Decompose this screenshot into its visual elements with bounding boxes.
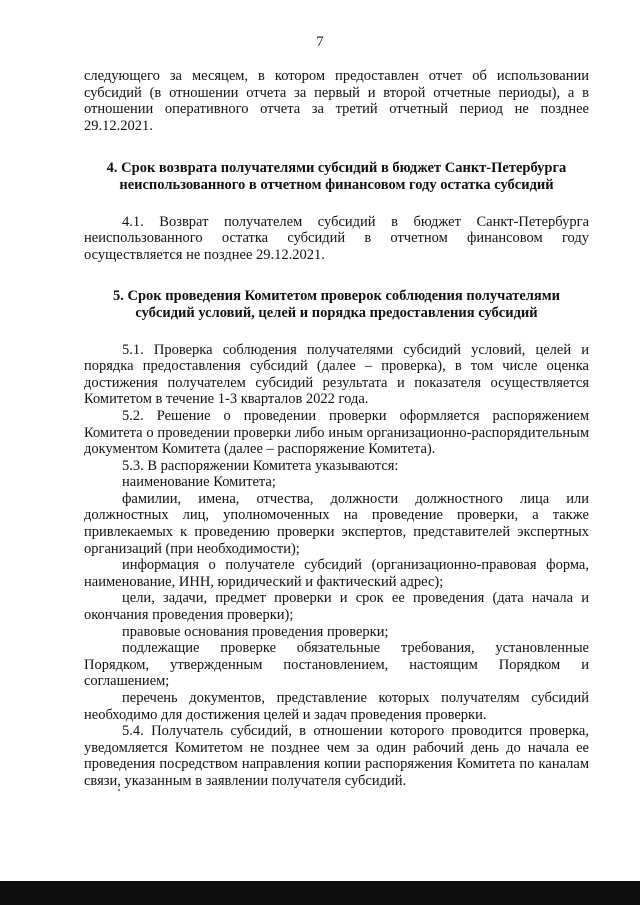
section-5-title: 5. Срок проведения Комитетом проверок соблюдения получателями субсидий условий, целей и порядка предоставления субсидий — [113, 288, 560, 321]
scan-bottom-edge — [0, 881, 640, 905]
paragraph-5-4: 5.4. Получатель субсидий, в отношении которого проводится проверка, уведомляется Комитетом не позднее чем за один рабочий день до начала ее проведения посредством направления копии распоряжения Комитета по каналам связи, указанным в заявлении получателя субсидий. — [84, 723, 589, 789]
list-item-2: фамилии, имена, отчества, должности должностного лица или должностных лиц, уполномоченных на проведение проверки, а также привлекаемых к проведению проверки экспертов, представителей экспертных организаций (при необходимости); — [84, 490, 589, 557]
list-item-7: перечень документов, представление которых получателям субсидий необходимо для достижения целей и задач проведения проверки. — [84, 690, 589, 723]
section-4-title: 4. Срок возврата получателями субсидий в бюджет Санкт-Петербурга неиспользованного в отчетном финансовом году остатка субсидий — [106, 160, 567, 193]
page-number: 7 — [316, 34, 324, 50]
list-item-6: подлежащие проверке обязательные требования, установленные Порядком, утвержденным постановлением, настоящим Порядком и соглашением; — [84, 640, 589, 690]
intro-paragraph: следующего за месяцем, в котором предоставлен отчет об использовании субсидий (в отношении отчета за первый и второй отчетные периоды), а в отношении оперативного отчета за третий отчетный период не позднее 29.12.2021. — [84, 68, 589, 134]
paragraph-5-3: 5.3. В распоряжении Комитета указываются: — [122, 457, 399, 474]
list-item-5: правовые основания проведения проверки; — [122, 623, 389, 640]
list-item-3: информация о получателе субсидий (организационно-правовая форма, наименование, ИНН, юридический и фактический адрес); — [84, 557, 589, 590]
scan-speck — [118, 789, 120, 791]
document-body — [84, 68, 589, 790]
list-item-1: наименование Комитета; — [122, 474, 276, 491]
paragraph-4-1: 4.1. Возврат получателем субсидий в бюджет Санкт-Петербурга неиспользованного остатка субсидий в отчетном финансовом году осуществляется не позднее 29.12.2021. — [84, 213, 589, 263]
list-item-4: цели, задачи, предмет проверки и срок ее проведения (дата начала и окончания проведения проверки); — [84, 590, 589, 624]
paragraph-5-2: 5.2. Решение о проведении проверки оформляется распоряжением Комитета о проведении проверки либо иным организационно-распорядительным документом Комитета (далее – распоряжение Комитета). — [84, 407, 589, 458]
paragraph-5-1: 5.1. Проверка соблюдения получателями субсидий условий, целей и порядка предоставления субсидий (далее – проверка), в том числе оценка достижения получателем субсидий результата и показателя осуществляется Комитетом в течение 1-3 кварталов 2022 года. — [84, 341, 589, 408]
